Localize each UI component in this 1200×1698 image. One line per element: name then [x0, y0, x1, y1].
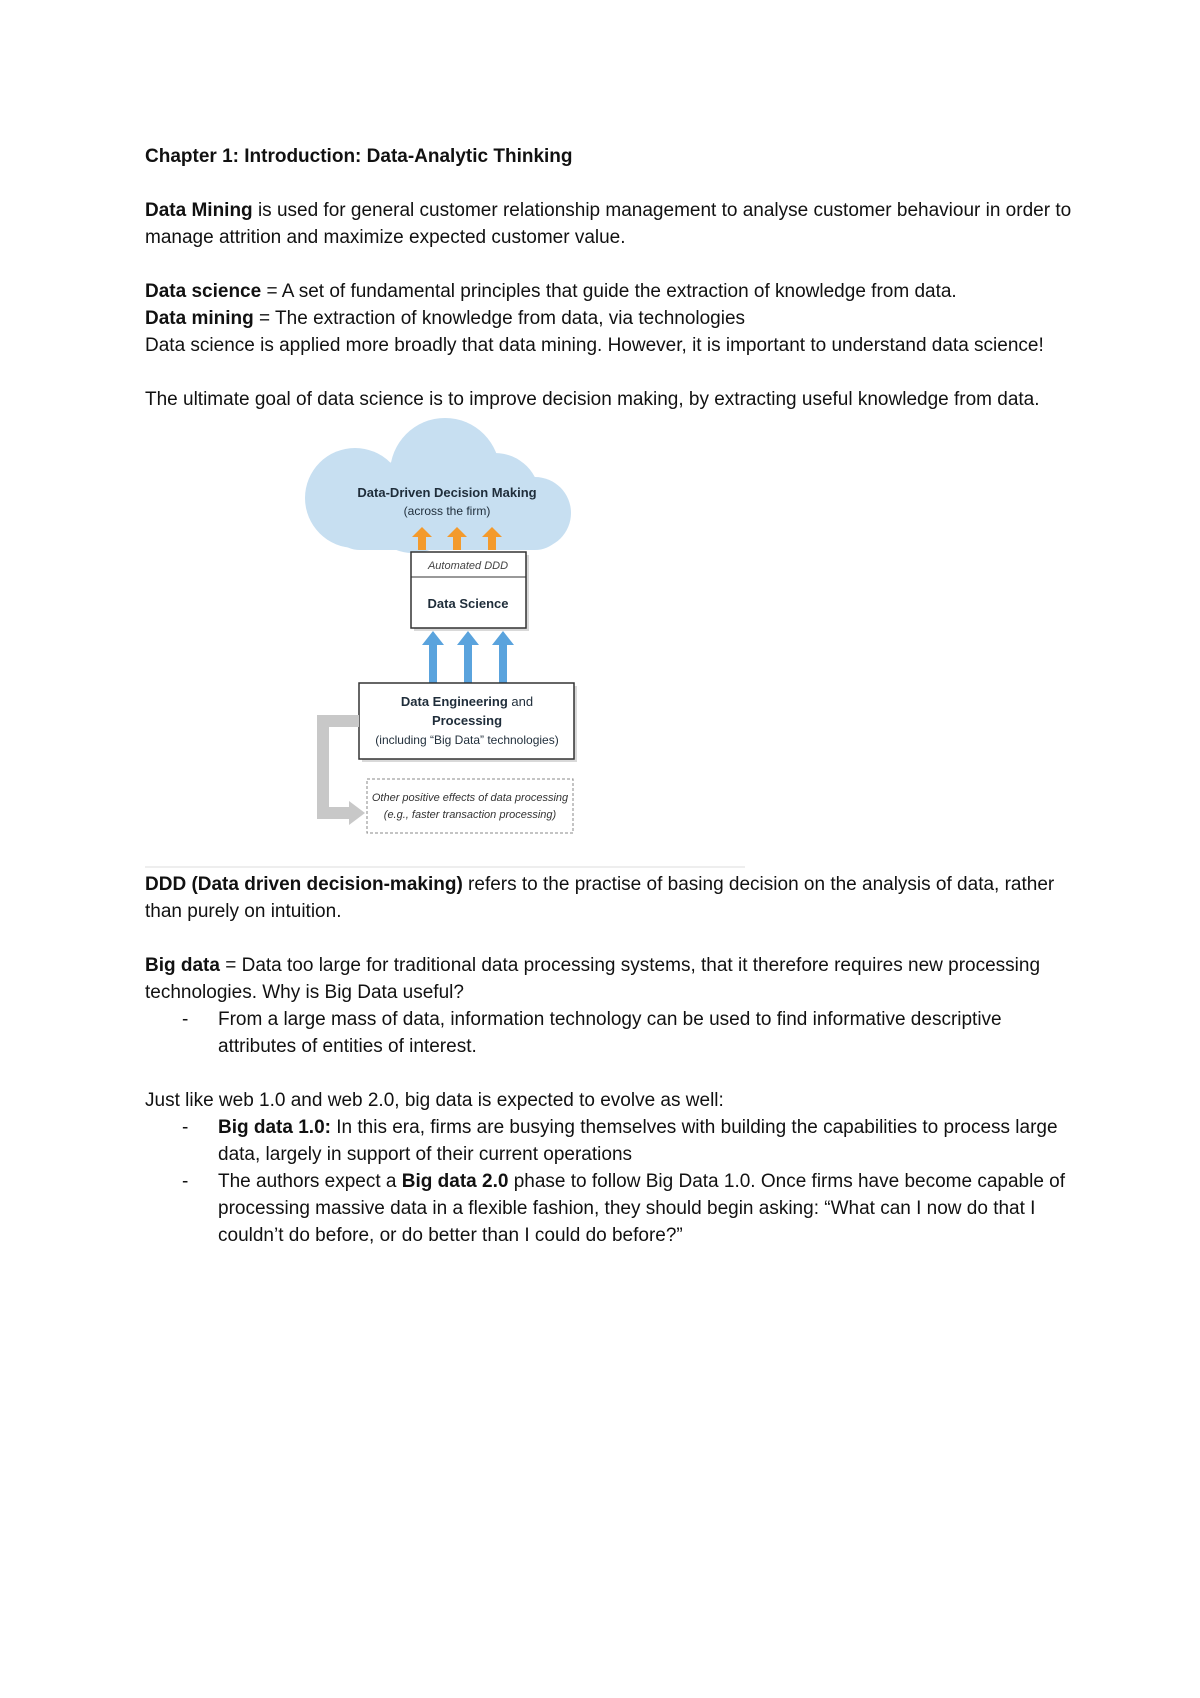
ddd-diagram-svg [145, 413, 745, 871]
blue-up-arrows [422, 631, 514, 683]
big-data-tech-label: (including “Big Data” technologies) [375, 733, 559, 747]
term: Data Mining [145, 200, 253, 221]
definition-data-science: Data science = A set of fundamental principles that guide the extraction of knowledge from data. [145, 281, 957, 302]
data-science-label: Data Science [427, 596, 509, 611]
paragraph-ddd: DDD (Data driven decision-making) refers to the practise of basing decision on the analysis of data, rather than purely on intuition. [145, 874, 1055, 922]
document-body [145, 143, 1075, 1249]
other-effects-line2: (e.g., faster transaction processing) [383, 809, 557, 821]
list-item: - The authors expect a Big data 2.0 phase to follow Big Data 1.0. Once firms have become capable of processing massive data in a flexible fashion, they should begin asking: “What can I now do that I couldn’t do before, or do better than I could do before?” [218, 1168, 1075, 1249]
evolve-bullets [145, 1114, 1075, 1249]
other-effects-box [367, 779, 573, 833]
definition-data-mining: Data mining = The extraction of knowledge from data, via technologies [145, 308, 746, 329]
paragraph-data-mining: Data Mining is used for general customer relationship management to analyse customer behaviour in order to manage attrition and maximize expected customer value. [145, 200, 1072, 248]
cloud-subtitle: (across the firm) [403, 504, 491, 518]
processing-label: Processing [431, 713, 503, 728]
paragraph-big-data: Big data = Data too large for traditional data processing systems, that it therefore requires new processing technologies. Why is Big Data useful? [145, 955, 1041, 1003]
list-item: - Big data 1.0: In this era, firms are busying themselves with building the capabilities to process large data, largely in support of their current operations [218, 1114, 1075, 1168]
list-item: - From a large mass of data, information technology can be used to find informative descriptive attributes of entities of interest. [218, 1006, 1075, 1060]
paragraph-evolve: Just like web 1.0 and web 2.0, big data is expected to evolve as well: [145, 1090, 724, 1111]
big-data-bullets [145, 1006, 1075, 1060]
other-effects-line1: Other positive effects of data processing [371, 792, 569, 804]
paragraph-broad: Data science is applied more broadly that data mining. However, it is important to understand data science! [145, 335, 1044, 356]
paragraph-goal: The ultimate goal of data science is to improve decision making, by extracting useful knowledge from data. [145, 389, 1040, 410]
automated-ddd-label: Automated DDD [427, 560, 509, 572]
ddd-diagram [145, 413, 1075, 871]
gray-bent-arrow [317, 715, 365, 825]
data-engineering-label: Data Engineering and [400, 694, 534, 709]
chapter-title: Chapter 1: Introduction: Data-Analytic Thinking [145, 146, 573, 167]
cloud-title: Data-Driven Decision Making [357, 485, 537, 500]
